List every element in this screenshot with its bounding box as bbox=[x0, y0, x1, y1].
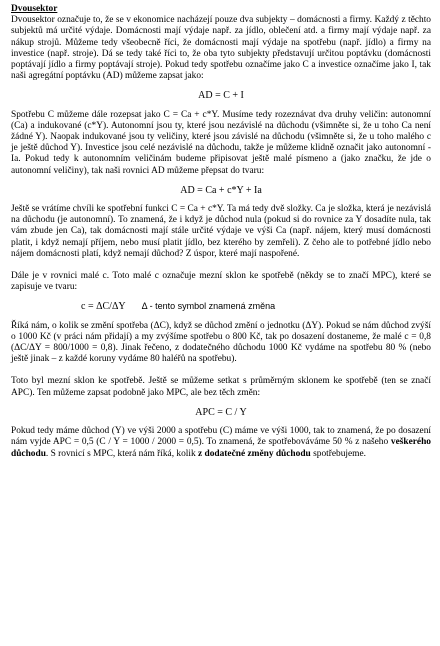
apc-text-3: spotřebujeme. bbox=[310, 448, 366, 459]
apc-emphasis-total-income: veškerého důchodu bbox=[11, 437, 431, 459]
formula-mpc-note: Δ - tento symbol znamená změna bbox=[141, 301, 276, 312]
paragraph-intro: Dvousektor označuje to, že se v ekonomice nacházejí pouze dva subjekty – domácnosti a firmy. Každý z těchto subjektů má určité výdaje. Domácnosti mají výdaje např. za jídlo, oblečení atd. a firmy mají výdaje např. za nákup strojů. Můžeme tedy všeobecně říci, že domácnosti mají výdaje na spotřebu (např. jídlo) a firmy na investice (např. stroje). Dá se tedy také říci to, že oba tyto subjekty představují určitou poptávku (domácnosti poptávají jídlo a firmy poptávají stroje). Pokud tedy spotřebu označíme jako C a investice označíme jako I, tak naši agregátní poptávku (AD) můžeme zapsat jako: bbox=[11, 15, 431, 82]
paragraph-apc-example bbox=[11, 426, 431, 460]
paragraph-apc-intro: Toto byl mezní sklon ke spotřebě. Ještě se můžeme setkat s průměrným sklonem ke spotřebě (ten se značí APC). Ten můžeme zapsat podobně jako MPC, ale bez těch změn: bbox=[11, 376, 431, 398]
formula-ad: AD = C + I bbox=[198, 90, 244, 102]
heading-text: Dvousektor bbox=[11, 4, 58, 14]
section-heading bbox=[11, 4, 431, 15]
paragraph-consumption-function: Ještě se vrátíme chvíli ke spotřební funkci C = Ca + c*Y. Ta má tedy dvě složky. Ca je složka, která je nezávislá na důchodu (je autonomní). To znamená, že i když je důchod nula (pokud si do rovnice za Y dosadíte nula, tak vám zbude jen Ca), tak domácnosti mají stále určité výdaje ve výši Ca (např. nájem, který musí domácnosti platit, i když nemají příjem, nebo musí platit jídlo, bez kterého by zemřeli). Z čeho ale to potřebné jídlo nebo nájem domácnosti platí, když nemají důchod? Z úspor, které mají naspořené. bbox=[11, 204, 431, 259]
paragraph-mpc-explained: Říká nám, o kolik se změní spotřeba (ΔC), když se důchod změní o jednotku (ΔY). Pokud se nám důchod zvýší o 1000 Kč (v práci nám přidají) a my zvýšíme spotřebu o 800 Kč, tak po dosazení dostaneme, že malé c = 0,8 (ΔC/ΔY = 800/1000 = 0,8). Jinak řečeno, z dodatečného důchodu 1000 Kč vydáme na spotřebu 80 % (nebo ještě jinak – z každé koruny vydáme 80 haléřů na spotřebu). bbox=[11, 320, 431, 365]
apc-emphasis-additional-income: z dodatečné změny důchodu bbox=[198, 448, 311, 459]
formula-apc: APC = C / Y bbox=[195, 406, 247, 418]
formula-mpc-expression: c = ΔC/ΔY bbox=[81, 301, 126, 313]
paragraph-mpc-intro: Dále je v rovnici malé c. Toto malé c označuje mezní sklon ke spotřebě (někdy se to značí MPC), které se zapisuje ve tvaru: bbox=[11, 271, 431, 293]
formula-mpc bbox=[81, 301, 431, 312]
formula-ad-expanded: AD = Ca + c*Y + Ia bbox=[180, 184, 262, 196]
paragraph-consumption: Spotřebu C můžeme dále rozepsat jako C = Ca + c*Y. Musíme tedy rozeznávat dva druhy veličin: autonomní (Ca) a indukované (c*Y). Autonomní jsou ty, které jsou nezávislé na důchodu (všimněte si, že u toho Ca není žádné Y). Naopak indukované jsou ty veličiny, které jsou závislé na důchodu (všimněte si, že u toho malého c je ještě důchod Y). Investice jsou celé nezávislé na důchodu, takže je můžeme klidně označit jako autonomní - Ia. Pokud tedy k autonomním veličinám budeme připisovat ještě malé písmeno a (jako značku, že jde o autonomní veličiny), tak naši rovnici AD můžeme přepsat do tvaru: bbox=[11, 109, 431, 176]
apc-text-1: Pokud tedy máme důchod (Y) ve výši 2000 a spotřebu (C) máme ve výši 1000, tak to znamená, že po dosazení nám vyjde APC = 0,5 (C / Y = 1000 / 2000 = 0,5). To znamená, že spotřebováváme 50 % z našeho bbox=[11, 426, 431, 448]
apc-text-2: . S rovnicí s MPC, která nám říká, kolik bbox=[45, 448, 198, 459]
